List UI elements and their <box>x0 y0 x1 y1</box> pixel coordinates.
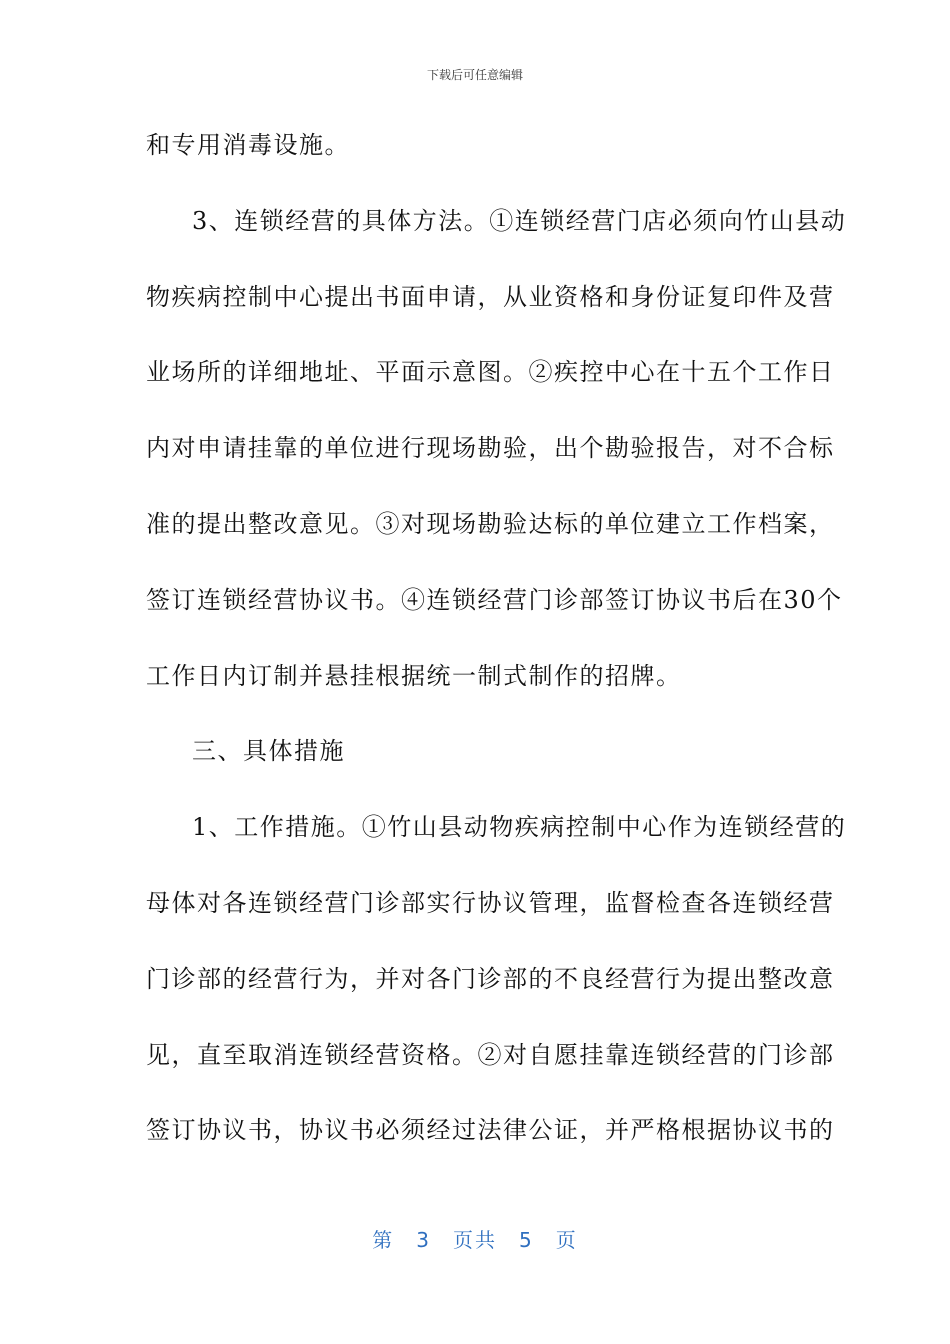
paragraph-line: 见，直至取消连锁经营资格。②对自愿挂靠连锁经营的门诊部 <box>146 1040 835 1069</box>
paragraph-line: 内对申请挂靠的单位进行现场勘验，出个勘验报告，对不合标 <box>146 434 835 463</box>
paragraph-line: 3、连锁经营的具体方法。①连锁经营门店必须向竹山县动 <box>192 206 847 235</box>
page-suffix: 页 <box>555 1228 578 1252</box>
page-current: 3 <box>416 1228 431 1252</box>
paragraph-line: 工作日内订制并悬挂根据统一制式制作的招牌。 <box>146 661 682 690</box>
header-note: 下载后可任意编辑 <box>426 68 523 82</box>
page-total: 5 <box>519 1228 534 1252</box>
paragraph-line: 母体对各连锁经营门诊部实行协议管理，监督检查各连锁经营 <box>146 888 835 917</box>
paragraph-line: 1、工作措施。①竹山县动物疾病控制中心作为连锁经营的 <box>192 813 847 842</box>
paragraph-line: 门诊部的经营行为，并对各门诊部的不良经营行为提出整改意 <box>146 964 835 993</box>
paragraph-line: 物疾病控制中心提出书面申请，从业资格和身份证复印件及营 <box>146 282 835 311</box>
page-middle: 页共 <box>453 1228 497 1252</box>
paragraph-line: 签订协议书，协议书必须经过法律公证，并严格根据协议书的 <box>146 1116 835 1145</box>
page-footer <box>0 1224 950 1253</box>
page-prefix: 第 <box>372 1228 395 1252</box>
section-heading: 三、具体措施 <box>192 737 345 766</box>
paragraph-line: 业场所的详细地址、平面示意图。②疾控中心在十五个工作日 <box>146 358 835 387</box>
paragraph-line: 和专用消毒设施。 <box>146 131 350 159</box>
paragraph-line: 签订连锁经营协议书。④连锁经营门诊部签订协议书后在30个 <box>146 585 843 614</box>
document-body <box>146 118 847 1179</box>
paragraph-line: 准的提出整改意见。③对现场勘验达标的单位建立工作档案， <box>146 509 835 538</box>
